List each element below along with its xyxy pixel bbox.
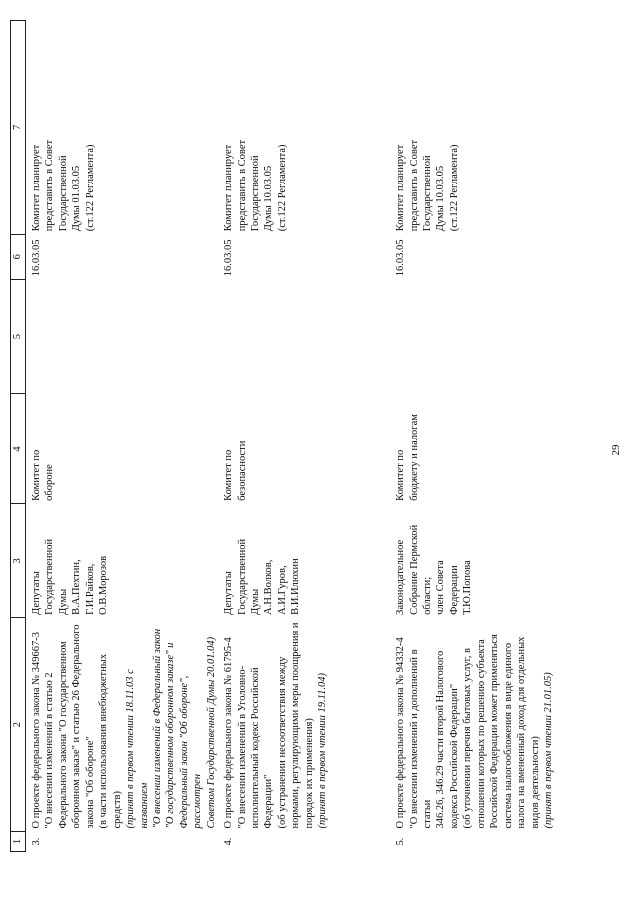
committee-note-cell bbox=[218, 21, 390, 235]
note-line: Комитет планирует bbox=[31, 144, 42, 232]
date-cell: 16.03.05 bbox=[223, 239, 235, 277]
bill-status-line: Советом Государственной Думы 20.01.04) bbox=[205, 636, 217, 829]
column5-cell bbox=[218, 279, 390, 394]
committee-cell bbox=[218, 394, 390, 504]
column-header: 2 bbox=[11, 618, 26, 832]
date-cell: 16.03.05 bbox=[395, 239, 407, 277]
note-line: Думы 10.03.05 bbox=[263, 165, 275, 232]
author-line: А.И.Гуров, bbox=[276, 565, 288, 615]
column-header: 7 bbox=[11, 21, 26, 235]
table-row bbox=[218, 21, 390, 852]
bill-title-line: кодекса Российской Федерации" bbox=[448, 683, 460, 829]
committee-line: Комитет по bbox=[31, 449, 42, 501]
committee-line: безопасности bbox=[236, 440, 248, 501]
row-number-cell: 3. bbox=[31, 837, 42, 846]
author-line: Федерации bbox=[448, 565, 460, 615]
note-line: Думы 01.03.05 bbox=[71, 165, 83, 232]
author-line: Думы bbox=[57, 588, 69, 615]
column-header: 3 bbox=[11, 504, 26, 618]
page-number: 29 bbox=[610, 444, 622, 456]
author-line: Депутаты bbox=[31, 571, 42, 615]
authors-cell bbox=[26, 504, 219, 618]
author-line: Государственной bbox=[236, 538, 248, 615]
note-line: Государственной bbox=[250, 155, 261, 232]
bill-title-line: (об уточнении перечня бытовых услуг, в bbox=[462, 648, 474, 829]
bill-title-cell bbox=[26, 618, 219, 832]
bill-status-line: (принят в первом чтении 19.11.04) bbox=[317, 672, 329, 829]
author-line: В.А.Пехтин, bbox=[71, 559, 83, 615]
author-line: Депутаты bbox=[223, 571, 235, 615]
bill-title-line: (об устранении несоответствия между bbox=[276, 656, 288, 829]
bills-table bbox=[10, 20, 564, 852]
note-line: Комитет планирует bbox=[223, 144, 235, 232]
table-row bbox=[26, 21, 219, 852]
author-line: О.В.Морозов bbox=[98, 555, 110, 615]
column5-cell bbox=[26, 279, 219, 394]
committee-line: Комитет по bbox=[223, 449, 235, 501]
table-body bbox=[26, 21, 565, 852]
note-line: представить в Совет bbox=[236, 139, 248, 232]
bill-title-line: Федерации" bbox=[263, 774, 275, 829]
bill-status-line: (принят в первом чтении 21.01.05) bbox=[542, 672, 554, 829]
bill-title-line: система налогообложения в виде единого bbox=[502, 642, 514, 829]
bill-title-line: "О внесении изменений в Уголовно- bbox=[236, 665, 248, 829]
column-header: 6 bbox=[11, 234, 26, 279]
note-line: Комитет планирует bbox=[395, 144, 407, 232]
bill-title-line: 346.26, 346.29 части второй Налогового bbox=[435, 650, 447, 829]
table-row bbox=[390, 21, 564, 852]
committee-note-cell bbox=[390, 21, 564, 235]
bill-title-line: О проекте федерального закона № 349667-3 bbox=[31, 631, 42, 829]
authors-cell bbox=[390, 504, 564, 618]
note-line: Думы 10.03.05 bbox=[435, 165, 447, 232]
bill-title-line: "О внесении изменений в статью 2 bbox=[44, 672, 56, 829]
bill-title-line: О проекте федерального закона № 61795-4 bbox=[223, 637, 235, 829]
bill-title-line: видов деятельности) bbox=[529, 736, 541, 829]
bill-title-line: исполнительный кодекс Российской bbox=[250, 667, 261, 829]
date-cell: 16.03.05 bbox=[31, 239, 42, 277]
author-line: Собрание Пермской bbox=[408, 524, 420, 615]
bill-title-cell bbox=[390, 618, 564, 832]
author-line: Думы bbox=[250, 588, 261, 615]
author-line: Т.Ю.Попова bbox=[462, 560, 474, 615]
bill-title-line: Федерального закона "О государственном bbox=[57, 641, 69, 829]
bill-title-cell bbox=[218, 618, 390, 832]
note-line: (ст.122 Регламента) bbox=[84, 144, 96, 232]
note-line: Государственной bbox=[422, 155, 433, 232]
column-number-header bbox=[11, 21, 26, 852]
committee-note-cell bbox=[26, 21, 219, 235]
author-line: А.Н.Волков, bbox=[263, 559, 275, 615]
note-line: Государственной bbox=[57, 155, 69, 232]
committee-line: Комитет по bbox=[395, 449, 407, 501]
column-header: 5 bbox=[11, 279, 26, 394]
bill-title-line: Российской Федерации может применяться bbox=[489, 634, 501, 829]
author-line: В.И.Илюхин bbox=[290, 558, 302, 615]
column5-cell bbox=[390, 279, 564, 394]
author-line: Г.И.Райков, bbox=[84, 563, 96, 615]
bill-title-line: налога на вмененный доход для отдельных bbox=[516, 636, 528, 829]
author-line: Законодательное bbox=[395, 539, 407, 615]
bill-status-line: "О государственном оборонном заказе" и bbox=[165, 642, 177, 829]
bill-title-line: "О внесении изменений и дополнений в статьи bbox=[408, 649, 433, 829]
author-line: области; bbox=[422, 576, 433, 615]
author-line: Государственной bbox=[44, 538, 56, 615]
bill-title-line: закона "Об обороне" bbox=[84, 736, 96, 829]
note-line: (ст.122 Регламента) bbox=[276, 144, 288, 232]
bill-status-line: "О внесении изменений в Федеральный закон bbox=[151, 628, 163, 829]
note-line: представить в Совет bbox=[44, 139, 56, 232]
bill-title-line: оборонном заказе" и статью 26 Федерального bbox=[71, 624, 83, 829]
row-number-cell: 5. bbox=[395, 837, 407, 846]
bill-status-line: (принят в первом чтении 18.11.03 с названием bbox=[125, 669, 150, 829]
column-header: 4 bbox=[11, 394, 26, 504]
bill-title-line: отношении которых по решению субъекта bbox=[475, 639, 487, 829]
committee-line: бюджету и налогам bbox=[408, 414, 420, 501]
committee-cell bbox=[390, 394, 564, 504]
row-number-cell: 4. bbox=[223, 837, 235, 846]
bill-title-line: порядок их применения) bbox=[303, 718, 315, 829]
note-line: (ст.122 Регламента) bbox=[448, 144, 460, 232]
authors-cell bbox=[218, 504, 390, 618]
bill-title-line: (в части использования внебюджетных средств) bbox=[98, 653, 123, 829]
bill-status-line: Федеральный закон "Об обороне", рассмотрен bbox=[178, 675, 204, 829]
bill-title-line: О проекте федерального закона № 94332-4 bbox=[395, 637, 407, 829]
author-line: член Совета bbox=[435, 560, 447, 615]
committee-line: обороне bbox=[44, 464, 56, 501]
column-header: 1 bbox=[11, 832, 26, 852]
rotated-document-page bbox=[10, 20, 630, 880]
bill-title-line: нормами, регулирующими меры поощрения и bbox=[290, 622, 302, 829]
committee-cell bbox=[26, 394, 219, 504]
note-line: представить в Совет bbox=[408, 139, 420, 232]
